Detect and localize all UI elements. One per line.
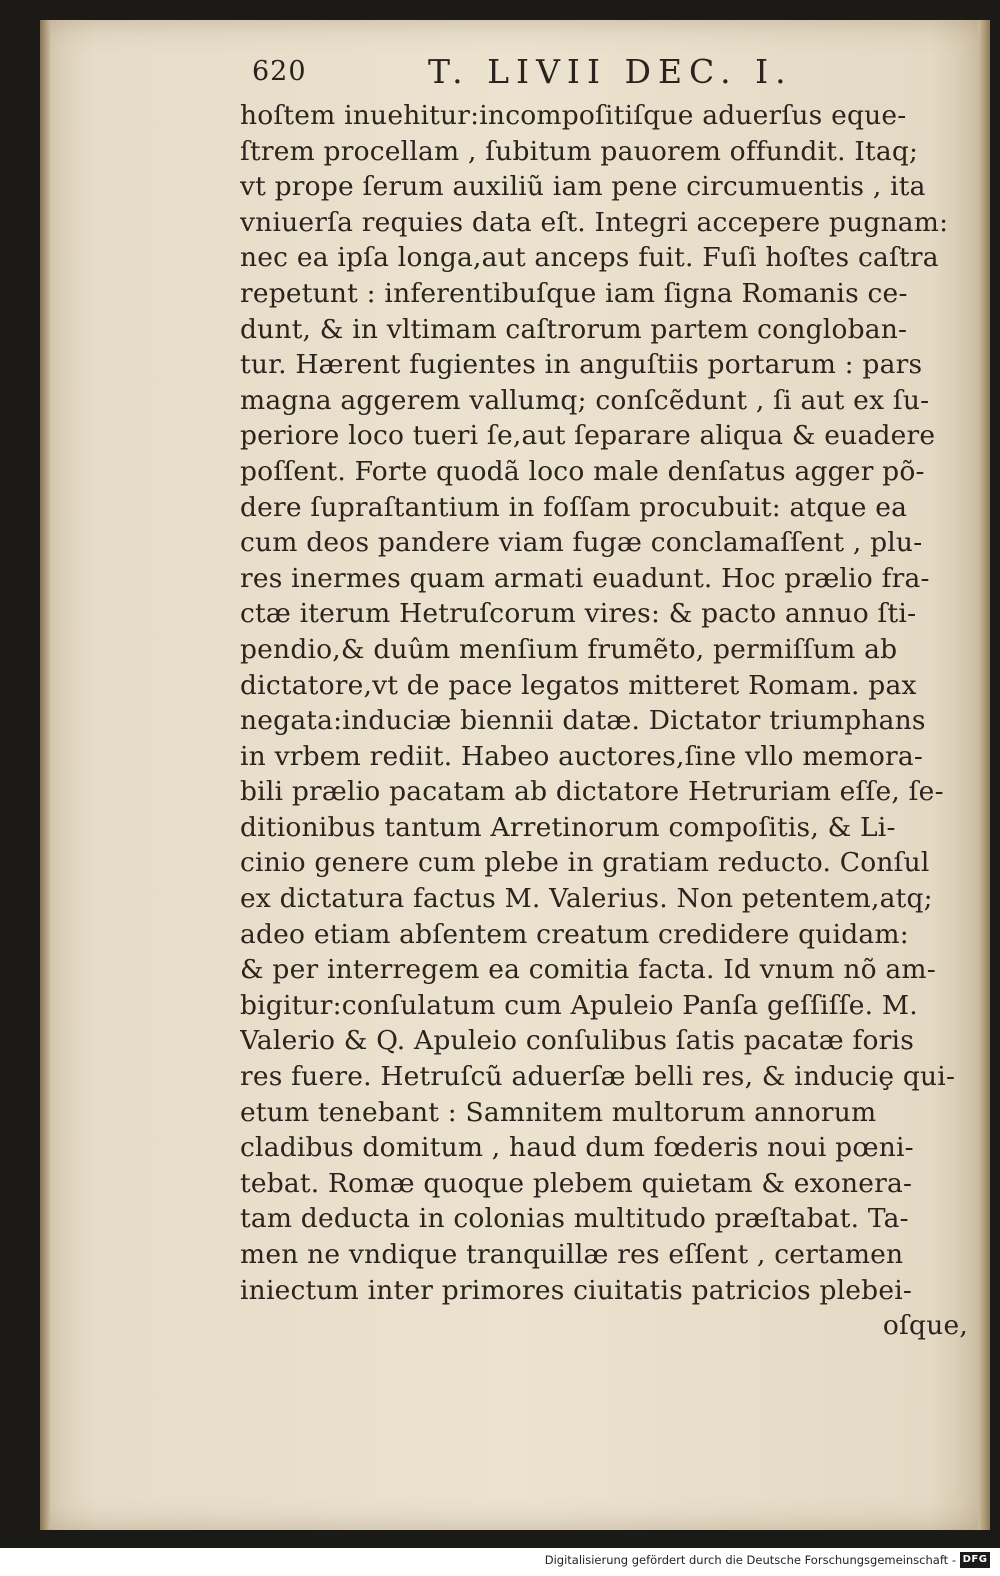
text-line: ctæ iterum Hetruſcorum vires: & pacto annuo ſti- [240, 598, 917, 630]
text-line: poſſent. Forte quodã loco male denſatus agger põ- [240, 455, 925, 487]
dfg-logo: DFG [960, 1552, 990, 1568]
text-line: dunt, & in vltimam caſtrorum partem congloban- [240, 313, 908, 345]
catchword: oſque, [882, 1310, 968, 1342]
text-line: bigitur:conſulatum cum Apuleio Panſa geſſiſſe. M. [240, 989, 918, 1021]
text-line: tebat. Romæ quoque plebem quietam & exonera- [240, 1167, 913, 1199]
text-line: & per interregem ea comitia facta. Id vnum nõ am- [240, 954, 936, 986]
text-line: iniectum inter primores ciuitatis patricios plebei- [240, 1274, 913, 1306]
text-line: ex dictatura factus M. Valerius. Non petentem,atq; [240, 883, 933, 915]
text-line: hoſtem inuehitur:incompoſitiſque aduerſus eque- [240, 100, 907, 131]
text-line: magna aggerem vallumq; conſcẽdunt , ſi aut ex ſu- [240, 384, 930, 416]
text-line: dictatore,vt de pace legatos mitteret Romam. pax [240, 669, 917, 701]
body-text [240, 98, 968, 1344]
text-line: etum tenebant : Samnitem multorum annorum [240, 1096, 877, 1128]
text-line: ſtrem procellam , ſubitum pauorem offundit. Itaq; [240, 135, 919, 167]
text-line: bili prælio pacatam ab dictatore Hetruriam eſſe, ſe- [240, 776, 944, 808]
page-fore-edge [978, 20, 990, 1530]
text-line: ditionibus tantum Arretinorum compoſitis, & Li- [240, 811, 896, 843]
running-head: T. LIVII DEC. I. [428, 52, 793, 91]
text-line: repetunt : inferentibuſque iam ſigna Romanis ce- [240, 277, 908, 309]
text-line: adeo etiam abſentem creatum credidere quidam: [240, 918, 909, 950]
text-line: cinio genere cum plebe in gratiam reducto. Conſul [240, 847, 930, 879]
page-header [252, 52, 972, 96]
page-number: 620 [252, 56, 307, 87]
text-line: nec ea ipſa longa,aut anceps fuit. Fuſi hoſtes caſtra [240, 242, 939, 274]
text-line: cladibus domitum , haud dum fœderis noui pœni- [240, 1132, 914, 1164]
text-line: vniuerſa requies data eſt. Integri accepere pugnam: [240, 206, 949, 238]
text-line: in vrbem rediit. Habeo auctores,ſine vllo memora- [240, 740, 924, 772]
text-line: pendio,& duûm menſium frumẽto, permiſſum ab [240, 633, 898, 665]
text-line: Valerio & Q. Apuleio conſulibus ſatis pacatæ foris [240, 1025, 915, 1057]
text-line: tam deducta in colonias multitudo præſtabat. Ta- [240, 1203, 909, 1235]
text-line: periore loco tueri ſe,aut ſeparare aliqua & euadere [240, 420, 936, 452]
text-line: res fuere. Hetruſcũ aduerſæ belli res, & induciȩ qui- [240, 1061, 956, 1093]
text-line: negata:induciæ biennii datæ. Dictator triumphans [240, 705, 926, 737]
text-line: tur. Hærent fugientes in anguſtiis portarum : pars [240, 349, 923, 381]
funding-credit: Digitalisierung gefördert durch die Deutsche Forschungsgemeinschaft - [544, 1553, 956, 1567]
text-line: dere ſupraſtantium in foſſam procubuit: atque ea [240, 491, 908, 523]
text-line: cum deos pandere viam fugæ conclamaſſent , plu- [240, 527, 923, 559]
page-gutter-edge [40, 20, 50, 1530]
text-line: men ne vndique tranquillæ res eſſent , certamen [240, 1239, 904, 1270]
text-line: vt prope ſerum auxiliũ iam pene circumuentis , ita [240, 171, 926, 203]
text-line: res inermes quam armati euadunt. Hoc prælio fra- [240, 562, 930, 594]
